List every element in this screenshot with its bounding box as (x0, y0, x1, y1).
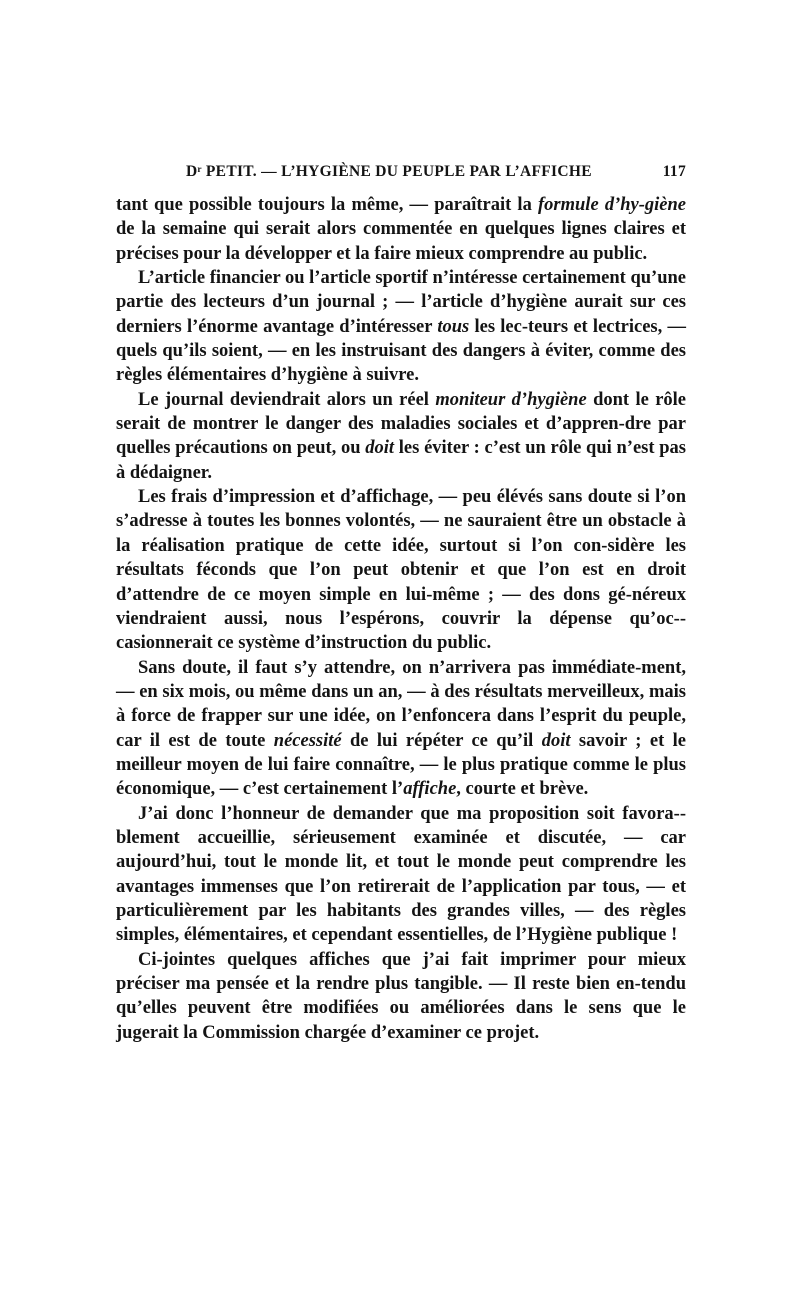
italic-text: tous (437, 316, 470, 337)
italic-text: doit (365, 438, 395, 459)
text-run: , courte et brève. (456, 779, 589, 800)
paragraph (116, 266, 686, 388)
running-title: Dʳ PETIT. — L’HYGIÈNE DU PEUPLE PAR L’AFFICHE (186, 163, 592, 180)
page-number: 117 (662, 163, 686, 180)
paragraph (116, 193, 686, 266)
italic-text: moniteur d’hygiène (435, 389, 587, 410)
italic-text: doit (541, 730, 571, 751)
text-run: Les frais d’impression et d’affichage, — peu élévés sans doute si l’on s’adresse à toutes les bonnes volontés, — ne sauraient être un obstacle à la réalisation pratique de cette idée, surtout si l’on con-sidère les résultats féconds que l’on peut obtenir et que l’on est en droit d’attendre de ce moyen simple en lui-même ; — des dons gé-néreux viendraient aussi, nous l’espérons, couvrir la dépense qu’oc-casionnerait ce système d’instruction du public. (116, 487, 686, 654)
text-run: J’ai donc l’honneur de demander que ma proposition soit favora-blement accueillie, sérieusement examinée et discutée, — car aujourd’hui, tout le monde lit, et tout le monde peut comprendre les avantages immenses que l’on retirerait de l’application par tous, — et particulièrement par les habitants des grandes villes, — des règles simples, élémentaires, et cependant essentielles, de l’Hygiène publique ! (116, 803, 686, 946)
paragraph (116, 656, 686, 802)
italic-text: affiche (403, 779, 457, 800)
text-run: Le journal deviendrait alors un réel (138, 389, 436, 410)
paragraph (116, 485, 686, 655)
book-page (116, 163, 686, 1045)
paragraph (116, 802, 686, 948)
italic-text: formule d’hy-giène (538, 195, 687, 215)
text-run: les éviter : c’est un rôle qui n’est pas à dédaigner. (116, 438, 686, 483)
text-run: de lui répéter ce qu’il (341, 730, 542, 751)
body-text (116, 193, 686, 1045)
running-header (116, 163, 686, 193)
paragraph (116, 388, 686, 485)
text-run: dont le rôle serait de montrer le danger des maladies sociales et d’appren-dre par quelles précautions on peut, ou (116, 389, 687, 459)
text-run: savoir ; et le meilleur moyen de lui faire connaître, — le plus pratique comme le plus économique, — c’est certainement l’ (116, 730, 686, 800)
text-run: Ci-jointes quelques affiches que j’ai fait imprimer pour mieux préciser ma pensée et la rendre plus tangible. — Il reste bien en-tendu qu’elles peuvent être modifiées ou améliorées dans le sens que le jugerait la Commission chargée d’examiner ce projet. (116, 949, 686, 1043)
paragraph (116, 948, 686, 1045)
text-run: de la semaine qui serait alors commentée en quelques lignes claires et précises pour la développer et la faire mieux comprendre au public. (116, 219, 686, 264)
text-run: tant que possible toujours la même, — paraîtrait la (116, 195, 539, 215)
text-run: les lec-teurs et lectrices, — quels qu’ils soient, — en les instruisant des dangers à éviter, comme des règles élémentaires d’hygiène à suivre. (116, 316, 686, 386)
text-run: Sans doute, il faut s’y attendre, on n’arrivera pas immédiate-ment, — en six mois, ou même dans un an, — à des résultats merveilleux, mais à force de frapper sur une idée, on l’enfoncera dans l’esprit du peuple, car il est de toute (116, 657, 686, 751)
italic-text: nécessité (273, 730, 342, 751)
text-run: L’article financier ou l’article sportif n’intéresse certainement qu’une partie des lecteurs d’un journal ; — l’article d’hygiène aurait sur ces derniers l’énorme avantage d’intéresser (116, 268, 686, 337)
